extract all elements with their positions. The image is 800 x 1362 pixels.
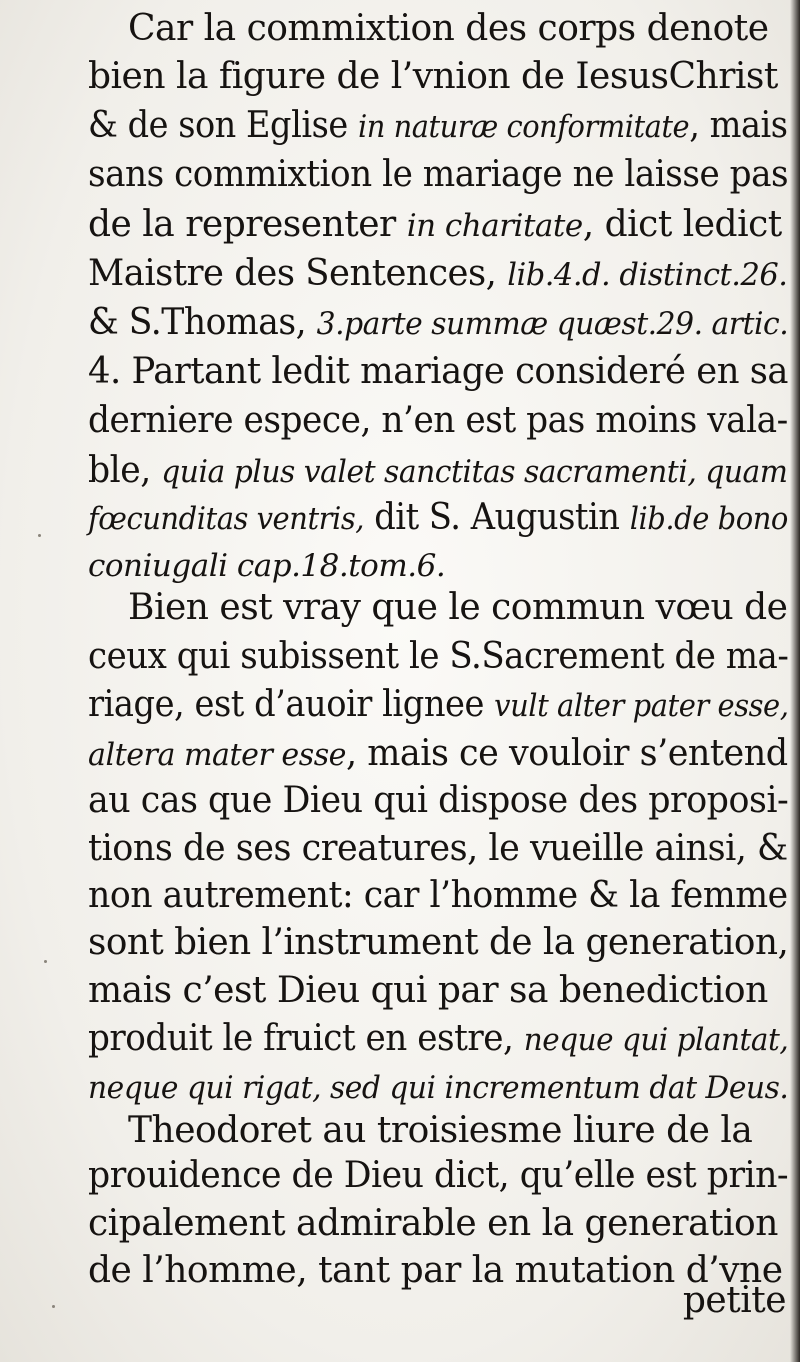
latin-citation: coniugali cap.18.tom.6.	[88, 548, 446, 584]
latin-citation: in naturæ conformitate	[357, 109, 690, 145]
paper-speck	[52, 1305, 55, 1308]
text-segment: , mais ce vouloir s’entend	[346, 733, 788, 774]
text-segment: de l’homme, tant par la mutation d’vne	[88, 1250, 783, 1291]
text-line	[88, 1151, 789, 1201]
text-segment: & S.Thomas,	[88, 302, 317, 343]
text-line	[88, 1062, 789, 1112]
text-line	[88, 446, 788, 496]
latin-citation: in charitate	[406, 208, 583, 244]
text-segment: riage, est d’auoir lignee	[88, 684, 495, 725]
text-segment: Car la commixtion des corps denote	[128, 8, 769, 49]
text-line	[88, 680, 789, 730]
latin-citation: lib.4.d. distinct.26.	[507, 257, 788, 293]
text-line	[88, 52, 788, 102]
latin-citation: 3.parte summæ quæst.29. artic.	[316, 306, 789, 342]
text-line	[128, 583, 788, 633]
text-segment: ceux qui subissent le S.Sacrement de ma-	[88, 636, 789, 677]
text-segment: au cas que Dieu qui dispose des proposi-	[88, 780, 789, 821]
text-line	[88, 200, 788, 250]
text-segment: non autrement: car l’homme & la femme	[88, 875, 788, 916]
page-edge-shadow	[790, 0, 800, 1362]
text-segment: mais c’est Dieu qui par sa benediction	[88, 970, 768, 1011]
text-segment: & de son Eglise	[88, 105, 358, 146]
text-line	[88, 918, 789, 968]
latin-citation: altera mater esse	[88, 737, 347, 773]
text-segment: cipalement admirable en la generation	[88, 1203, 778, 1244]
text-line	[88, 150, 789, 200]
text-line	[128, 1106, 788, 1156]
text-line	[88, 871, 788, 921]
text-segment: produit le fruict en estre,	[88, 1018, 524, 1059]
text-segment: ble,	[88, 450, 162, 491]
text-line	[88, 298, 789, 348]
text-segment: prouidence de Dieu dict, qu’elle est prin-	[88, 1155, 789, 1196]
text-segment: derniere espece, n’en est pas moins vala-	[88, 400, 788, 441]
text-segment: tions de ses creatures, le vueille ainsi, &	[88, 828, 788, 869]
text-line	[88, 729, 788, 779]
latin-citation: vult alter pater esse,	[494, 688, 789, 724]
text-segment: dit S. Augustin	[363, 497, 630, 538]
text-line	[128, 4, 788, 54]
latin-citation: quia plus valet sanctitas sacramenti, quam	[161, 454, 788, 490]
text-line	[88, 347, 789, 397]
text-segment: sont bien l’instrument de la generation,	[88, 922, 789, 963]
paper-speck	[38, 534, 41, 537]
text-line	[88, 493, 788, 543]
text-segment: Maistre des Sentences,	[88, 253, 508, 294]
text-line	[88, 1199, 788, 1249]
text-segment: sans commixtion le mariage ne laisse pas	[88, 154, 789, 195]
text-segment: Bien est vray que le commun vœu de	[128, 587, 788, 628]
latin-citation: neque qui plantat,	[523, 1022, 789, 1058]
text-segment: 4. Partant ledit mariage consideré en sa	[88, 351, 789, 392]
text-line	[88, 396, 788, 446]
text-line	[88, 249, 788, 299]
latin-citation: fœcunditas ventris,	[88, 501, 364, 537]
text-line	[88, 1014, 789, 1064]
text-line	[88, 632, 789, 682]
latin-citation: neque qui rigat, sed qui incrementum dat Deus.	[88, 1070, 789, 1106]
paper-speck	[44, 960, 47, 963]
latin-citation: lib.de bono	[629, 501, 788, 537]
text-segment: , dict ledict	[582, 204, 782, 245]
text-line	[88, 776, 789, 826]
text-segment: Theodoret au troisiesme liure de la	[128, 1110, 753, 1151]
text-line	[88, 101, 788, 151]
text-line	[88, 966, 788, 1016]
text-segment: de la representer	[88, 204, 407, 245]
text-line	[88, 824, 788, 874]
text-segment: bien la figure de l’vnion de IesusChrist	[88, 56, 778, 97]
text-segment: , mais	[689, 105, 788, 146]
catchword: petite	[682, 1280, 786, 1321]
